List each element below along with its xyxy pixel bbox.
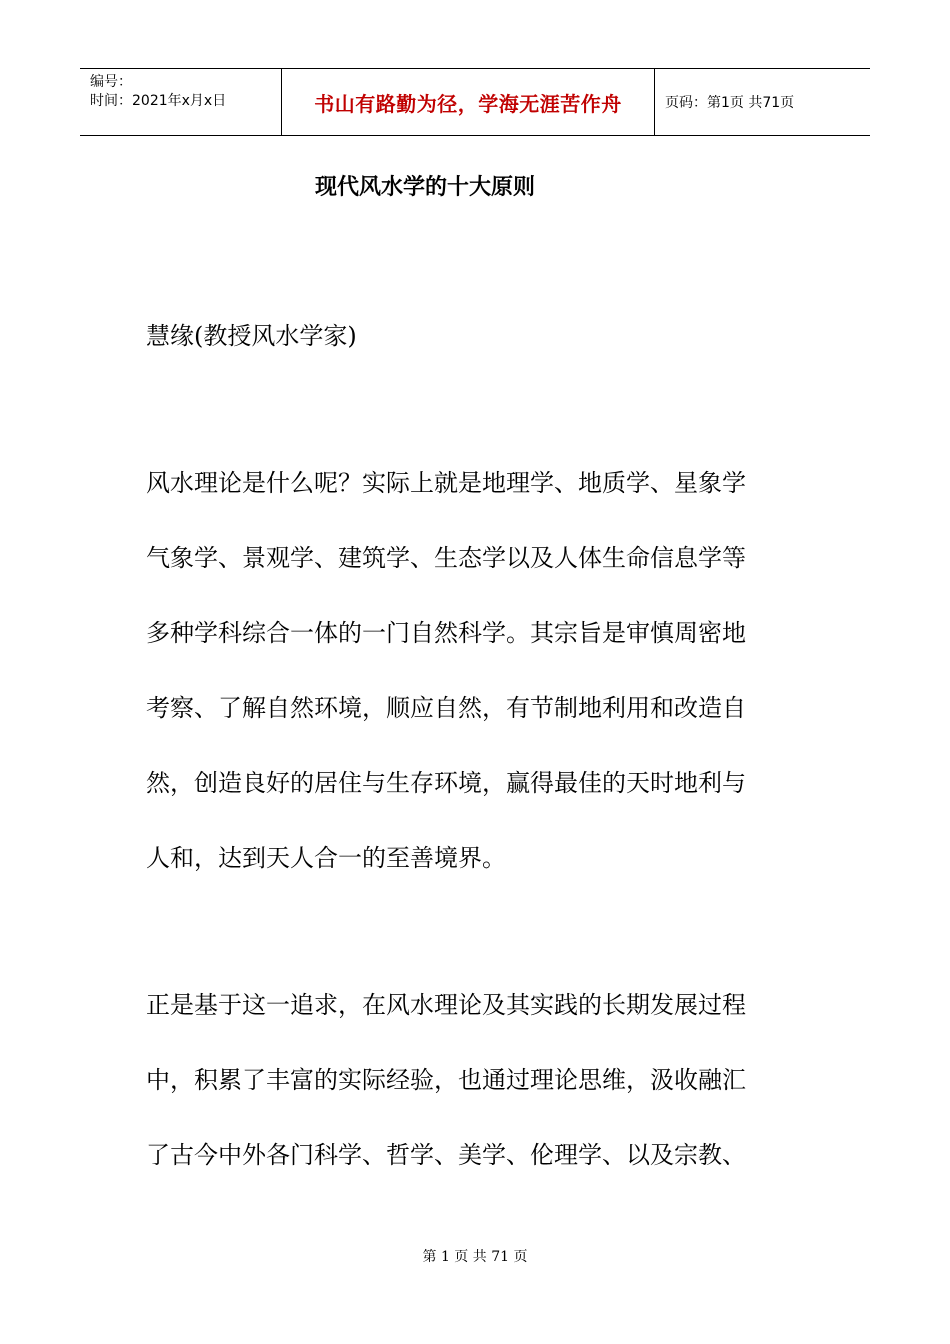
page-footer: 第 1 页 共 71 页: [422, 1249, 528, 1265]
document-number-label: 编号：: [90, 74, 132, 90]
paragraph-line: 了古今中外各门科学、哲学、美学、伦理学、以及宗教、: [146, 1141, 746, 1169]
paragraph-line: 风水理论是什么呢？实际上就是地理学、地质学、星象学: [146, 469, 746, 497]
paragraph-line: 气象学、景观学、建筑学、生态学以及人体生命信息学等: [146, 544, 746, 572]
paragraph-2: [146, 968, 816, 1193]
paragraph-line: 人和，达到天人合一的至善境界。: [146, 844, 506, 872]
document-date-label: 时间：2021年x月x日: [90, 93, 227, 109]
header-page-info: 页码：第1页 共71页: [665, 95, 795, 111]
paragraph-line: 然，创造良好的居住与生存环境，赢得最佳的天时地利与: [146, 769, 746, 797]
header-meta-cell: [80, 69, 282, 135]
paragraph-line: 多种学科综合一体的一门自然科学。其宗旨是审慎周密地: [146, 619, 746, 647]
paragraph-line: 考察、了解自然环境，顺应自然，有节制地利用和改造自: [146, 694, 746, 722]
document-author: 慧缘(教授风水学家): [146, 322, 357, 350]
page-header: [80, 68, 870, 136]
header-page-cell: [655, 69, 870, 135]
paragraph-line: 中，积累了丰富的实际经验，也通过理论思维，汲收融汇: [146, 1066, 746, 1094]
paragraph-line: 正是基于这一追求，在风水理论及其实践的长期发展过程: [146, 991, 746, 1019]
header-motto: 书山有路勤为径，学海无涯苦作舟: [314, 91, 622, 116]
paragraph-1: [146, 446, 816, 896]
header-motto-cell: [282, 69, 655, 135]
document-title: 现代风水学的十大原则: [314, 175, 535, 200]
